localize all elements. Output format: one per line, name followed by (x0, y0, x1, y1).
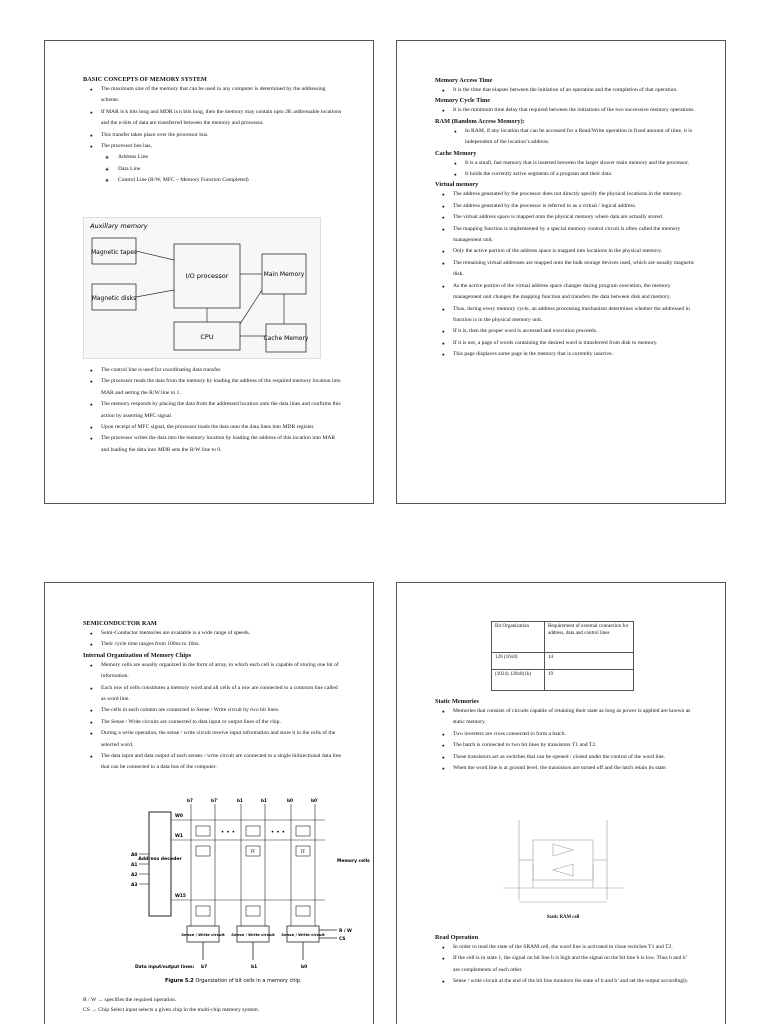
list-item: ● During a write operation, the sense / write circuit receive input information and store it in the cells of the selected word. (101, 728, 343, 751)
figure-label: b7 (201, 965, 208, 970)
section-heading: Memory Access Time (435, 77, 493, 84)
figure-label: Sense / Write circuit (231, 932, 275, 937)
figure-label: Memory cells (337, 859, 370, 864)
bullet-list (435, 706, 695, 774)
figure-label: • • • (220, 829, 236, 836)
list-item: ● Each row of cells constitutes a memory word and all cells of a row are connected to a common line called as word line. (101, 683, 343, 706)
figure-label: A1 (131, 863, 138, 868)
table-header-cell: Requirement of external connection for address, data and control lines (545, 622, 634, 653)
list-item: ● It is the time that elapses between the initiation of an operation and the completion of that operation. (453, 85, 695, 96)
list-item: ● The batch is connected to two bit lines by transistors T1 and T2. (453, 740, 695, 751)
list-item: ● Memories that consists of circuits capable of retaining their state as long as power is applied are known as static memory. (453, 706, 695, 729)
figure-label: W1 (175, 834, 183, 839)
list-item: ● It is a small, fast memory that is inserted between the larger slower main memory and the processor. (465, 158, 695, 169)
list-item: ● Semi-Conductor memories are available is a wide range of speeds. (101, 628, 343, 639)
footnote-rw: R / W → specifies the required operation. (83, 997, 177, 1003)
bullet-list (435, 126, 695, 149)
bullet-list (83, 365, 343, 456)
list-item: ● If the cell is in state 1, the signal on bit line b is high and the signal on the bit line b is low. Thus b and b’ are complements of each other. (453, 953, 695, 976)
sub-bullet-list (83, 152, 343, 186)
figure-label: W0 (175, 814, 183, 819)
list-item: ● If it is, then the proper word is accessed and execution proceeds. (453, 326, 695, 337)
list-item: ● Thus, during every memory cycle, an address processing mechanism determines whether the addressed in function is in the physical memory unit. (453, 304, 695, 327)
list-item: ❖ Control Line (R/W, MFC – Memory Function Completed) (118, 175, 343, 186)
figure-caption: Static RAM cell (546, 915, 580, 920)
list-item: ● If MAR is k bits long and MDR is n bits long, then the memory may contain upto 2K addressable locations and the n-bits of data are transferred between the memory and processor. (101, 107, 343, 130)
list-item: ● In RAM, if any location that can be accessed for a Read/Write operation in fixed amount of time, it is independent of the location’s address. (465, 126, 695, 149)
list-item: ● The data input and data output of each senses / write circuit are connected to a single bidirectional data line that can be connected to a data bus of the computer. (101, 751, 343, 774)
diagram-label: Auxillary memory (90, 222, 148, 230)
figure-label: Data input/output lines: (135, 965, 195, 970)
table-header-cell: Bit Organization (492, 622, 545, 653)
bullet-list (435, 942, 695, 988)
figure-label: A0 (131, 853, 138, 858)
figure-label: FF (300, 849, 306, 854)
list-item: ● The address generated by the processor does not directly specify the physical locations in the memory. (453, 189, 695, 200)
diagram-label: Magnetic disks (91, 295, 137, 302)
figure-label: Sense / Write circuit (181, 932, 225, 937)
table-cell: 19 (545, 670, 634, 691)
table-cell: 128 (16x8) (492, 653, 545, 670)
section-heading: Internal Organization of Memory Chips (83, 651, 192, 659)
figure-label: • • • (270, 829, 286, 836)
list-item: ● The cells in each column are connected to Sense / Write circuit by two bit lines. (101, 705, 343, 716)
list-item: ● The memory responds by placing the data from the addressed location onto the data lines and confirms this action by asserting MFC signal. (101, 399, 343, 422)
section-heading: Static Memories (435, 698, 479, 705)
list-item: ● It holds the currently active segments of a program and their data. (465, 169, 695, 180)
figure-label: b1 (237, 798, 243, 803)
bullet-list (83, 628, 343, 651)
list-item: ● Upon receipt of MFC signal, the processor loads the data onto the data lines into MDR register. (101, 422, 343, 433)
figure-label: R / W (339, 929, 352, 934)
list-item: ● Sense / write circuit at the end of the bit line monitors the state of b and b’ and set the output accordingly. (453, 976, 695, 987)
figure-label: W15 (175, 894, 186, 899)
list-item: ❖ Data Line (118, 164, 343, 175)
section-heading: BASIC CONCEPTS OF MEMORY SYSTEM (83, 76, 207, 83)
bullet-list (83, 660, 343, 774)
figure-label: A2 (131, 873, 138, 878)
figure-label: CS (339, 937, 346, 942)
figure-label: b0 (287, 798, 293, 803)
section-heading: Virtual memory (435, 181, 479, 189)
figure-caption-text: Organization of bit cells in a memory chip. (195, 978, 302, 984)
bullet-list (435, 158, 695, 181)
bit-cell-organization-figure (125, 796, 370, 996)
document-page-1 (44, 40, 374, 504)
section-heading: Read Operation (435, 934, 479, 941)
figure-label: b7 (187, 798, 193, 803)
list-item: ● When the word line is at ground level, the transistors are turned off and the latch retain its state. (453, 763, 695, 774)
table-row (492, 670, 634, 691)
section-heading: SEMICONDUCTOR RAM (83, 620, 157, 627)
list-item: ● As the active portion of the virtual address space changes during program execution, the memory management unit changes the mapping function and transfers the data between disk and memory. (453, 281, 695, 304)
memory-hierarchy-diagram (83, 217, 321, 359)
list-item: ● This page displaces some page in the memory that is currently inactive. (453, 349, 695, 360)
list-item: ● The Sense / Write circuits are connected to data input or output lines of the chip. (101, 717, 343, 728)
list-item: ● It is the minimum time delay that required between the initiations of the two successive memory operations. (453, 105, 695, 116)
table-cell: (1024) 128x8(1k) (492, 670, 545, 691)
diagram-label: CPU (200, 333, 214, 341)
list-item: ❖ Address Line (118, 152, 343, 163)
list-item: ● In order to read the state of the SRAM cell, the word line is activated to close switches T1 and T2. (453, 942, 695, 953)
bullet-list (435, 105, 695, 116)
figure-label: b1′ (261, 798, 269, 803)
list-item: ● The remaining virtual addresses are mapped onto the bulk storage devices used, which are usually magnetic disk. (453, 258, 695, 281)
diagram-label: I/O processor (185, 272, 229, 280)
list-item: ● The processor writes the data into the memory location by loading the address of this location into MAR and loading the data into MDR sets the R/W line to 0. (101, 433, 343, 456)
figure-label: b1 (251, 965, 258, 970)
bullet-list (83, 84, 343, 152)
section-heading: RAM (Random Access Memory): (435, 117, 525, 125)
list-item: ● Memory cells are usually organized in the form of array, in which each cell is capable of storing one bit of information. (101, 660, 343, 683)
document-page-4 (396, 582, 726, 1024)
list-item: ● The control line is used for coordinating data transfer. (101, 365, 343, 376)
list-item: ● The mapping function is implemented by a special memory control circuit is often called the memory management unit. (453, 224, 695, 247)
footnote-cs: CS → Chip Select input selects a given chip in the multi-chip memory system. (83, 1006, 260, 1013)
list-item: ● The virtual address space is mapped onto the physical memory where data are actually stored. (453, 212, 695, 223)
document-page-3 (44, 582, 374, 1024)
diagram-label: Magnetic tapes (90, 249, 138, 256)
bullet-list (435, 189, 695, 360)
figure-caption-number: Figure 5.2 (165, 978, 194, 984)
list-item: ● If it is not, a page of words containing the desired word is transferred from disk to memory. (453, 338, 695, 349)
list-item: ● This transfer takes place over the processor bus. (101, 130, 343, 141)
diagram-label: Main Memory (263, 271, 305, 278)
list-item: ● The processor reads the data from the memory by loading the address of the required memory location into MAR and setting the R/W line to 1. (101, 376, 343, 399)
diagram-label: Cache Memory (263, 335, 309, 342)
bullet-list (435, 85, 695, 96)
bit-organization-table (491, 621, 634, 691)
figure-label: b0′ (311, 798, 319, 803)
figure-label: FF (250, 849, 256, 854)
table-row (492, 653, 634, 670)
static-ram-cell-diagram (497, 816, 629, 906)
list-item: ● Two inverters are cross connected to form a batch. (453, 729, 695, 740)
document-page-2 (396, 40, 726, 504)
section-heading: Memory Cycle Time (435, 97, 491, 105)
table-cell: 14 (545, 653, 634, 670)
figure-label: Address decoder (138, 857, 182, 862)
list-item: ● Their cycle time ranges from 100ns to 10ns. (101, 639, 343, 650)
figure-label: b7′ (211, 798, 219, 803)
table-header-row (492, 622, 634, 653)
figure-label: b0 (301, 965, 308, 970)
list-item: ● The maximum size of the memory that can be used in any computer is determined by the addressing scheme. (101, 84, 343, 107)
list-item: ● The processor bus has, (101, 141, 343, 152)
sram-svg (497, 816, 629, 906)
list-item: ● These transistors act as switches that can be opened / closed under the control of the word line. (453, 752, 695, 763)
figure-label: A3 (131, 883, 138, 888)
figure-svg (125, 796, 370, 986)
list-item: ● Only the active portion of the address space is mapped into locations in the physical memory. (453, 246, 695, 257)
list-item: ● The address generated by the processor is referred to as a virtual / logical address. (453, 201, 695, 212)
figure-label: Sense / Write circuit (281, 932, 325, 937)
diagram-svg (84, 218, 320, 358)
section-heading: Cache Memory (435, 149, 477, 157)
figure-caption (165, 978, 302, 984)
